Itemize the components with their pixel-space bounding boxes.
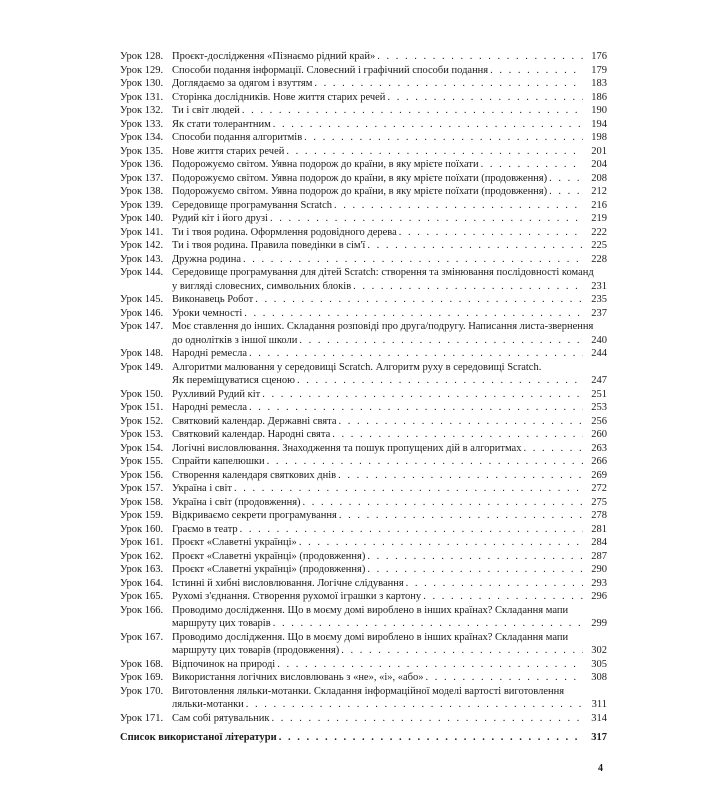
page-reference: 237 bbox=[591, 307, 607, 319]
lesson-number: Урок 136. bbox=[120, 159, 164, 170]
toc-entry bbox=[120, 77, 607, 91]
toc-entry bbox=[120, 631, 607, 658]
dot-leader bbox=[249, 401, 583, 415]
toc-entry bbox=[120, 523, 607, 537]
dot-leader bbox=[255, 293, 583, 307]
page-reference: 287 bbox=[591, 550, 607, 562]
dot-leader bbox=[377, 50, 583, 64]
toc-entry bbox=[120, 172, 607, 186]
toc-entry bbox=[120, 104, 607, 118]
lesson-title: Способи подання алгоритмів bbox=[172, 132, 303, 143]
toc-entry bbox=[120, 685, 607, 712]
page-number: 4 bbox=[598, 763, 603, 774]
lesson-title: Народні ремесла bbox=[172, 348, 247, 359]
lesson-title: Подорожуємо світом. Уявна подорож до країни, в яку мрієте поїхати (продовження) bbox=[172, 172, 548, 184]
toc-entry bbox=[120, 604, 607, 631]
lesson-number: Урок 141. bbox=[120, 226, 164, 238]
dot-leader bbox=[549, 172, 583, 186]
lesson-title: Святковий календар. Народні свята bbox=[172, 429, 331, 440]
lesson-title: Способи подання інформації. Словесний і графічний способи подання bbox=[172, 64, 489, 76]
toc-entry bbox=[120, 199, 607, 213]
toc-entry bbox=[120, 442, 607, 456]
page-reference: 194 bbox=[591, 118, 607, 130]
lesson-title: Рухливий Рудий кіт bbox=[172, 388, 261, 400]
lesson-title: Проводимо дослідження. Що в моєму домі вироблено в інших країнах? Складання мапи bbox=[172, 631, 569, 643]
dot-leader bbox=[299, 334, 583, 348]
dot-leader bbox=[339, 509, 583, 523]
lesson-number: Урок 170. bbox=[120, 685, 164, 697]
dot-leader bbox=[399, 226, 583, 240]
dot-leader bbox=[273, 118, 583, 132]
lesson-title: Спрайти капелюшки bbox=[172, 456, 265, 467]
page-reference: 198 bbox=[591, 132, 607, 143]
page-reference: 256 bbox=[591, 415, 607, 427]
dot-leader bbox=[303, 496, 583, 510]
lesson-title: Моє ставлення до інших. Складання розповіді про друга/подругу. Написання листа-звернення bbox=[172, 321, 594, 332]
dot-leader bbox=[423, 590, 583, 604]
lesson-title-continuation: до однолітків з іншої школи bbox=[172, 334, 298, 346]
lesson-number: Урок 150. bbox=[120, 388, 164, 400]
lesson-title: Україна і світ bbox=[172, 483, 233, 494]
dot-leader bbox=[286, 145, 583, 159]
dot-leader bbox=[244, 307, 583, 321]
page-reference: 293 bbox=[591, 577, 607, 589]
dot-leader bbox=[549, 185, 583, 199]
page-reference: 190 bbox=[591, 105, 607, 116]
page-reference: 272 bbox=[591, 483, 607, 494]
toc-entry bbox=[120, 131, 607, 145]
lesson-title-continuation: у вигляді словесних, символьних блоків bbox=[172, 280, 352, 292]
page-reference: 275 bbox=[591, 496, 607, 508]
dot-leader bbox=[273, 617, 583, 631]
lesson-number: Урок 157. bbox=[120, 483, 164, 494]
dot-leader bbox=[338, 469, 583, 483]
lesson-number: Урок 169. bbox=[120, 672, 164, 683]
lesson-number: Урок 133. bbox=[120, 118, 164, 130]
lesson-title: Істинні й хибні висловлювання. Логічне слідування bbox=[172, 577, 404, 589]
lesson-title: Проводимо дослідження. Що в моєму домі вироблено в інших країнах? Складання мапи bbox=[172, 604, 569, 616]
toc-entry bbox=[120, 550, 607, 564]
toc-entry bbox=[120, 293, 607, 307]
lesson-number: Урок 158. bbox=[120, 496, 164, 508]
lesson-title: Подорожуємо світом. Уявна подорож до країни, в яку мрієте поїхати bbox=[172, 159, 479, 170]
lesson-title: Сторінка дослідників. Нове життя старих речей bbox=[172, 91, 386, 103]
lesson-number: Урок 139. bbox=[120, 199, 164, 211]
toc-entry bbox=[120, 563, 607, 577]
page-reference: 266 bbox=[591, 456, 607, 467]
dot-leader bbox=[367, 239, 583, 253]
dot-leader bbox=[339, 415, 583, 429]
lesson-title: Виготовлення ляльки-мотанки. Складання інформаційної моделі вартості виготовлення bbox=[172, 685, 565, 697]
lesson-title: Дружна родина bbox=[172, 253, 241, 265]
lesson-number: Урок 134. bbox=[120, 132, 164, 143]
dot-leader bbox=[367, 563, 583, 577]
dot-leader bbox=[267, 455, 583, 469]
dot-leader bbox=[387, 91, 583, 105]
lesson-number: Урок 146. bbox=[120, 307, 164, 319]
lesson-number: Урок 156. bbox=[120, 469, 164, 481]
toc-entry bbox=[120, 91, 607, 105]
page-reference: 278 bbox=[591, 510, 607, 521]
toc-entry bbox=[120, 712, 607, 726]
toc-entry bbox=[120, 401, 607, 415]
lesson-title: Використання логічних висловлювань з «не», «і», «або» bbox=[172, 672, 424, 683]
toc-entry bbox=[120, 428, 607, 442]
lesson-title: Алгоритми малювання у середовищі Scratch. Алгоритм руху в середовищі Scratch. bbox=[172, 361, 542, 373]
toc-entry bbox=[120, 145, 607, 159]
lesson-number: Урок 153. bbox=[120, 429, 164, 440]
page-reference: 317 bbox=[591, 732, 607, 743]
toc-entry bbox=[120, 266, 607, 293]
toc-entry bbox=[120, 118, 607, 132]
dot-leader bbox=[246, 698, 583, 712]
toc-entry bbox=[120, 496, 607, 510]
lesson-number: Урок 137. bbox=[120, 172, 164, 184]
lesson-title: Граємо в театр bbox=[172, 523, 238, 535]
page-reference: 240 bbox=[591, 334, 607, 346]
toc-entry bbox=[120, 64, 607, 78]
lesson-title: Середовище програмування для дітей Scratch: створення та змінювання послідовності команд bbox=[172, 267, 594, 278]
references-title: Список використаної літератури bbox=[120, 732, 277, 743]
lesson-title: Уроки чемності bbox=[172, 307, 243, 319]
dot-leader bbox=[341, 644, 583, 658]
lesson-number: Урок 140. bbox=[120, 213, 164, 224]
lesson-number: Урок 147. bbox=[120, 321, 164, 332]
lesson-number: Урок 148. bbox=[120, 348, 164, 359]
dot-leader bbox=[240, 523, 583, 537]
page-reference: 253 bbox=[591, 402, 607, 413]
page-reference: 186 bbox=[591, 91, 607, 103]
lesson-title: Нове життя старих речей bbox=[172, 145, 285, 157]
dot-leader bbox=[242, 104, 583, 118]
page-reference: 228 bbox=[591, 253, 607, 265]
toc-entry bbox=[120, 158, 607, 172]
dot-leader bbox=[481, 158, 583, 172]
dot-leader bbox=[426, 671, 583, 685]
lesson-title: Як стати толерантним bbox=[172, 118, 271, 130]
lesson-title-continuation: Як переміщуватися сценою bbox=[172, 375, 296, 386]
page-reference: 311 bbox=[591, 699, 607, 710]
page-reference: 235 bbox=[591, 294, 607, 305]
page-reference: 219 bbox=[591, 213, 607, 224]
lesson-title: Проєкт «Славетні українці» (продовження) bbox=[172, 550, 366, 562]
lesson-title: Середовище програмування Scratch bbox=[172, 199, 332, 211]
dot-leader bbox=[271, 712, 583, 726]
dot-leader bbox=[523, 442, 583, 456]
lesson-number: Урок 132. bbox=[120, 105, 164, 116]
page-reference: 302 bbox=[591, 645, 607, 656]
lesson-number: Урок 151. bbox=[120, 402, 164, 413]
references-entry bbox=[120, 731, 607, 745]
lesson-number: Урок 162. bbox=[120, 550, 164, 562]
lesson-number: Урок 161. bbox=[120, 537, 164, 548]
lesson-title: Ти і світ людей bbox=[172, 105, 240, 116]
dot-leader bbox=[277, 658, 583, 672]
lesson-title: Відпочинок на природі bbox=[172, 658, 276, 670]
lesson-number: Урок 130. bbox=[120, 78, 164, 89]
toc-entry bbox=[120, 212, 607, 226]
lesson-number: Урок 165. bbox=[120, 591, 164, 602]
lesson-title: Доглядаємо за одягом і взуттям bbox=[172, 78, 313, 89]
lesson-title-continuation: ляльки-мотанки bbox=[172, 699, 244, 710]
lesson-number: Урок 152. bbox=[120, 415, 164, 427]
toc-entry bbox=[120, 226, 607, 240]
page-reference: 308 bbox=[591, 672, 607, 683]
dot-leader bbox=[334, 199, 583, 213]
lesson-title: Логічні висловлювання. Знаходження та пошук пропущених дій в алгоритмах bbox=[172, 442, 522, 454]
dot-leader bbox=[332, 428, 583, 442]
lesson-number: Урок 128. bbox=[120, 51, 164, 62]
page-reference: 269 bbox=[591, 469, 607, 481]
toc-entry bbox=[120, 388, 607, 402]
lesson-number: Урок 171. bbox=[120, 712, 164, 724]
page-reference: 299 bbox=[591, 618, 607, 629]
lesson-number: Урок 164. bbox=[120, 577, 164, 589]
lesson-title-continuation: маршруту цих товарів bbox=[172, 618, 271, 629]
toc-entry bbox=[120, 347, 607, 361]
lesson-title: Створення календаря святкових днів bbox=[172, 469, 337, 481]
dot-leader bbox=[243, 253, 583, 267]
dot-leader bbox=[249, 347, 583, 361]
lesson-title: Народні ремесла bbox=[172, 402, 247, 413]
toc-entry bbox=[120, 361, 607, 388]
lesson-number: Урок 168. bbox=[120, 658, 164, 670]
page-reference: 225 bbox=[591, 240, 607, 251]
toc-entry bbox=[120, 253, 607, 267]
lesson-title: Ти і твоя родина. Правила поведінки в сім'ї bbox=[172, 240, 366, 251]
page-reference: 201 bbox=[591, 145, 607, 157]
toc-entry bbox=[120, 509, 607, 523]
dot-leader bbox=[490, 64, 583, 78]
toc-entry bbox=[120, 658, 607, 672]
lesson-number: Урок 159. bbox=[120, 510, 164, 521]
lesson-title: Подорожуємо світом. Уявна подорож до країни, в яку мрієте поїхати (продовження) bbox=[172, 186, 548, 197]
page-reference: 244 bbox=[591, 348, 607, 359]
page-reference: 216 bbox=[591, 199, 607, 211]
lesson-title: Проєкт-дослідження «Пізнаємо рідний край» bbox=[172, 51, 376, 62]
page-reference: 296 bbox=[591, 591, 607, 602]
page-reference: 314 bbox=[591, 712, 607, 724]
page-reference: 263 bbox=[591, 442, 607, 454]
lesson-number: Урок 163. bbox=[120, 564, 164, 575]
lesson-number: Урок 131. bbox=[120, 91, 164, 103]
lesson-number: Урок 135. bbox=[120, 145, 164, 157]
toc-entry bbox=[120, 307, 607, 321]
lesson-number: Урок 138. bbox=[120, 186, 164, 197]
lesson-title: Рудий кіт і його друзі bbox=[172, 213, 268, 224]
toc-entry bbox=[120, 671, 607, 685]
dot-leader bbox=[314, 77, 583, 91]
toc-entry bbox=[120, 482, 607, 496]
lesson-number: Урок 145. bbox=[120, 294, 164, 305]
table-of-contents bbox=[120, 50, 607, 745]
page-reference: 176 bbox=[591, 51, 607, 62]
dot-leader bbox=[353, 280, 583, 294]
toc-entry bbox=[120, 590, 607, 604]
page-reference: 222 bbox=[591, 226, 607, 238]
dot-leader bbox=[304, 131, 583, 145]
dot-leader bbox=[270, 212, 583, 226]
lesson-number: Урок 160. bbox=[120, 523, 164, 535]
lesson-number: Урок 166. bbox=[120, 604, 164, 616]
lesson-number: Урок 143. bbox=[120, 253, 164, 265]
dot-leader bbox=[262, 388, 583, 402]
page-reference: 290 bbox=[591, 564, 607, 575]
page-reference: 204 bbox=[591, 159, 607, 170]
page-reference: 231 bbox=[591, 280, 607, 292]
lesson-title-continuation: маршруту цих товарів (продовження) bbox=[172, 645, 340, 656]
toc-entry bbox=[120, 455, 607, 469]
toc-entry bbox=[120, 185, 607, 199]
dot-leader bbox=[406, 577, 583, 591]
lesson-title: Україна і світ (продовження) bbox=[172, 496, 301, 508]
lesson-number: Урок 129. bbox=[120, 64, 164, 76]
lesson-title: Виконавець Робот bbox=[172, 294, 254, 305]
page-reference: 179 bbox=[591, 64, 607, 76]
lesson-title: Рухомі з'єднання. Створення рухомої іграшки з картону bbox=[172, 591, 422, 602]
page-reference: 281 bbox=[591, 523, 607, 535]
lesson-title: Святковий календар. Державні свята bbox=[172, 415, 337, 427]
toc-entry bbox=[120, 50, 607, 64]
lesson-number: Урок 154. bbox=[120, 442, 164, 454]
page-reference: 212 bbox=[591, 186, 607, 197]
lesson-number: Урок 149. bbox=[120, 361, 164, 373]
page-reference: 284 bbox=[591, 537, 607, 548]
page-reference: 251 bbox=[591, 388, 607, 400]
page-reference: 247 bbox=[591, 375, 607, 386]
lesson-title: Відкриваємо секрети програмування bbox=[172, 510, 337, 521]
page-reference: 183 bbox=[591, 78, 607, 89]
toc-entry bbox=[120, 577, 607, 591]
toc-entry bbox=[120, 239, 607, 253]
toc-entry bbox=[120, 536, 607, 550]
lesson-number: Урок 155. bbox=[120, 456, 164, 467]
dot-leader bbox=[279, 731, 583, 745]
dot-leader bbox=[234, 482, 583, 496]
page-reference: 208 bbox=[591, 172, 607, 184]
lesson-title: Проєкт «Славетні українці» (продовження) bbox=[172, 564, 366, 575]
toc-entry bbox=[120, 320, 607, 347]
lesson-number: Урок 142. bbox=[120, 240, 164, 251]
page-reference: 305 bbox=[591, 658, 607, 670]
toc-entry bbox=[120, 469, 607, 483]
lesson-number: Урок 144. bbox=[120, 267, 164, 278]
page-reference: 260 bbox=[591, 429, 607, 440]
lesson-title: Ти і твоя родина. Оформлення родовідного дерева bbox=[172, 226, 397, 238]
lesson-number: Урок 167. bbox=[120, 631, 164, 643]
lesson-title: Сам собі рятувальник bbox=[172, 712, 270, 724]
dot-leader bbox=[297, 374, 583, 388]
dot-leader bbox=[367, 550, 583, 564]
lesson-title: Проєкт «Славетні українці» bbox=[172, 537, 297, 548]
toc-entry bbox=[120, 415, 607, 429]
dot-leader bbox=[299, 536, 583, 550]
